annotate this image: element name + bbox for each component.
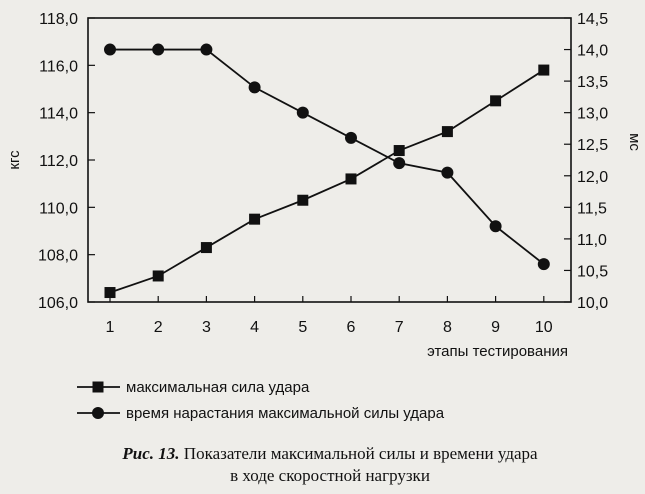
legend-circle-marker — [92, 407, 104, 419]
y-right-tick-label: 11,5 — [577, 200, 607, 218]
series-2-point — [441, 167, 453, 179]
y-right-tick-label: 12,0 — [577, 168, 609, 186]
series-2-point — [393, 157, 405, 169]
y-right-tick-label: 14,5 — [577, 11, 609, 28]
y-right-tick-label: 11,0 — [577, 231, 607, 249]
x-axis-title: этапы тестирования — [427, 343, 568, 360]
y-left-tick-label: 108,0 — [37, 247, 78, 265]
y-left-axis-title: кгс — [6, 150, 23, 170]
series-1-point — [249, 214, 260, 225]
x-tick-label: 9 — [491, 319, 501, 336]
y-right-tick-label: 10,0 — [577, 295, 609, 312]
y-left-tick-label: 118,0 — [39, 11, 78, 28]
y-left-tick-label: 112,0 — [39, 153, 78, 170]
x-tick-label: 3 — [201, 319, 211, 336]
series-line-2 — [110, 50, 544, 265]
x-tick-label: 7 — [394, 319, 404, 336]
y-left-tick-label: 114,0 — [39, 105, 78, 123]
x-tick-label: 6 — [346, 319, 356, 336]
x-tick-label: 1 — [105, 319, 115, 336]
y-right-tick-label: 13,5 — [577, 74, 609, 92]
figure-caption — [40, 444, 620, 464]
series-1-point — [346, 173, 357, 184]
series-1-point — [442, 126, 453, 137]
x-tick-label: 4 — [250, 319, 260, 336]
figure-label: Рис. 13. — [122, 444, 180, 463]
series-line-1 — [110, 70, 544, 292]
series-1-point — [490, 95, 501, 106]
caption-line-2: в ходе скоростной нагрузки — [230, 466, 430, 485]
plot-frame — [88, 18, 571, 302]
y-right-tick-label: 12,5 — [577, 137, 609, 155]
y-right-axis-title: мс — [626, 133, 643, 151]
legend-label-2: время нарастания максимальной силы удара — [126, 405, 445, 422]
series-2-point — [345, 132, 357, 144]
legend-square-marker — [93, 382, 104, 393]
series-2-point — [200, 44, 212, 56]
x-tick-label: 10 — [534, 319, 553, 336]
x-tick-label: 8 — [442, 319, 452, 336]
y-left-tick-label: 110,0 — [39, 200, 78, 218]
legend-label-1: максимальная сила удара — [126, 379, 310, 396]
caption-line-1: Показатели максимальной силы и времени удара — [183, 444, 538, 463]
series-1-point — [297, 195, 308, 206]
y-left-tick-label: 116,0 — [39, 58, 78, 76]
y-right-tick-label: 14,0 — [577, 42, 609, 60]
series-2-point — [152, 44, 164, 56]
y-left-tick-label: 106,0 — [37, 295, 78, 312]
x-tick-label: 2 — [153, 319, 163, 336]
series-1-point — [201, 242, 212, 253]
series-1-point — [105, 287, 116, 298]
y-right-tick-label: 10,5 — [577, 263, 609, 281]
series-2-point — [490, 220, 502, 232]
series-1-point — [394, 145, 405, 156]
series-1-point — [153, 270, 164, 281]
series-2-point — [104, 44, 116, 56]
y-right-tick-label: 13,0 — [577, 105, 609, 123]
figure-caption-continued — [40, 466, 620, 486]
series-2-point — [249, 81, 261, 93]
series-1-point — [538, 65, 549, 76]
series-2-point — [538, 258, 550, 270]
series-2-point — [297, 107, 309, 119]
x-tick-label: 5 — [298, 319, 308, 336]
